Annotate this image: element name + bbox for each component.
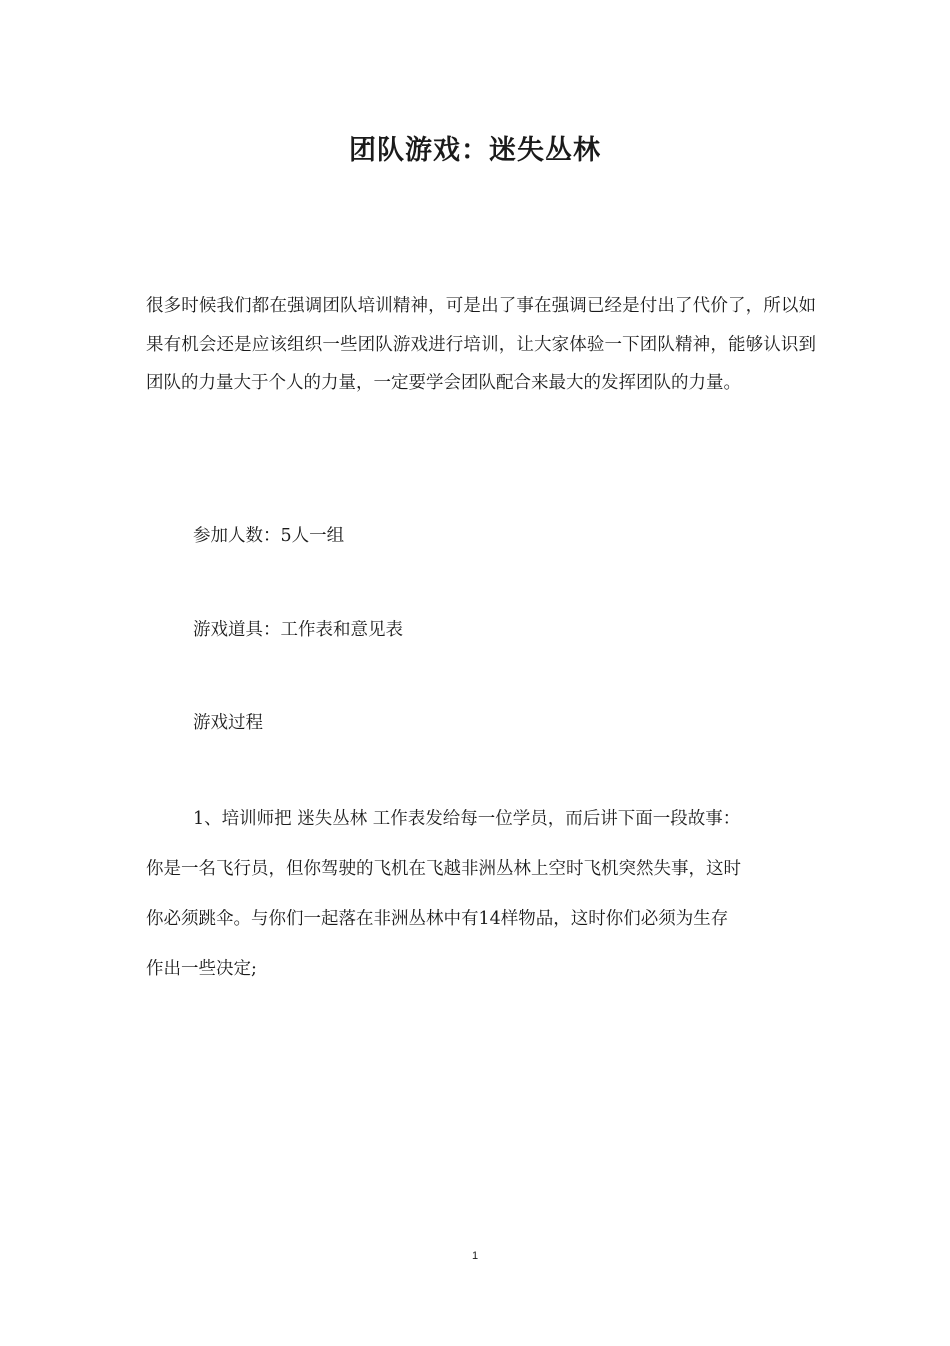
step1-line3: 你必须跳伞。与你们一起落在非洲丛林中有14样物品，这时你们必须为生存 bbox=[146, 909, 729, 929]
process-heading: 游戏过程 bbox=[193, 713, 263, 733]
step1-line4: 作出一些决定; bbox=[146, 959, 257, 979]
step1-line1: 1、培训师把 迷失丛林 工作表发给每一位学员，而后讲下面一段故事： bbox=[193, 809, 741, 829]
page-number: 1 bbox=[471, 1250, 479, 1262]
step1-line2: 你是一名飞行员，但你驾驶的飞机在飞越非洲丛林上空时飞机突然失事，这时 bbox=[146, 859, 741, 879]
document-title: 团队游戏：迷失丛林 bbox=[349, 135, 601, 166]
participants-line: 参加人数：5人一组 bbox=[193, 526, 345, 546]
props-line: 游戏道具：工作表和意见表 bbox=[193, 620, 403, 640]
intro-paragraph: 很多时候我们都在强调团队培训精神，可是出了事在强调已经是付出了代价了，所以如果有机会还是应该组织一些团队游戏进行培训，让大家体验一下团队精神，能够认识到团队的力量大于个人的力量，一定要学会团队配合来最大的发挥团队的力量。 bbox=[146, 296, 816, 393]
